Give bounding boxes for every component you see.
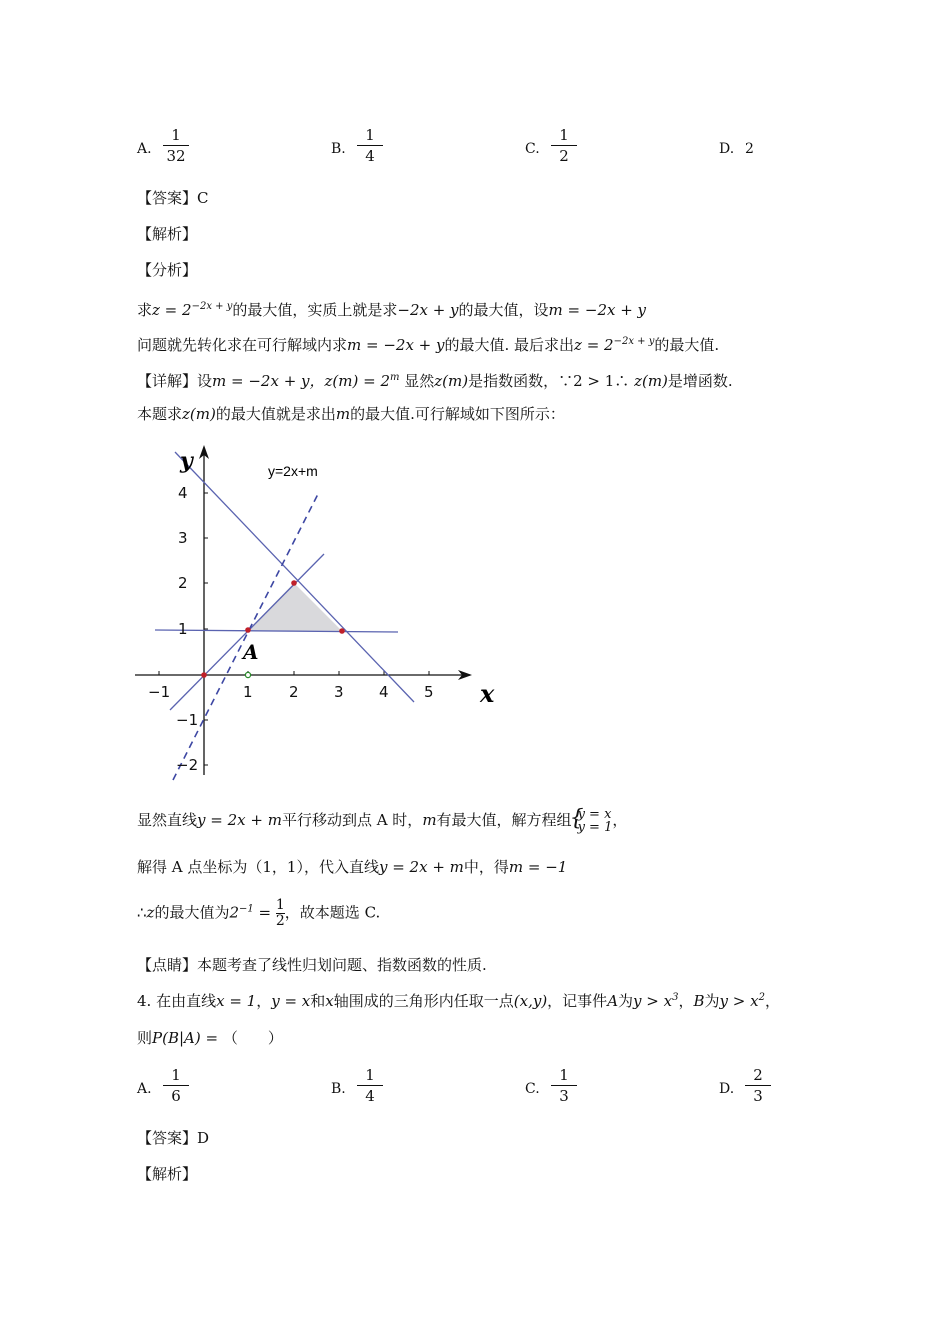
q4-answer: 【答案】D [137, 1129, 210, 1147]
point-2-2 [291, 580, 297, 586]
option-value: 2 [745, 141, 754, 157]
point-a-label: A [243, 640, 259, 664]
q3-answer: 【答案】C [137, 189, 209, 207]
q3-detail-line5: ∴z的最大值为$2^{-1}$ = $\frac{1}{2}$ ，故本题选 C. [137, 897, 381, 929]
x-tick-1: 1 [243, 683, 253, 701]
x-tick-5: 5 [424, 683, 434, 701]
y-axis-label: y [180, 448, 193, 474]
option-fraction: 1 2 [549, 126, 579, 165]
q3-fenxi: 【分析】 [137, 261, 198, 279]
y-tick-1: 1 [178, 620, 188, 638]
option-letter: B. [331, 1081, 346, 1097]
point-1-0 [245, 672, 250, 677]
point-origin [201, 672, 207, 678]
x-axis-label: x [480, 679, 495, 708]
option-letter: D. [719, 1081, 735, 1097]
q4-jiexi: 【解析】 [137, 1165, 198, 1183]
q4-question-line2: 则P(B|A) = （ ） [137, 1029, 283, 1047]
q3-detail-line: 【详解】设m = −2x + y，$z(m) = 2^m$ 显然z(m)是指数函数，∵2 > 1∴ z(m)是增函数. [137, 372, 733, 390]
equation-system: { y = x y = 1 [572, 808, 613, 834]
point-a [245, 627, 251, 633]
option-letter: A. [137, 141, 152, 157]
y-tick-4: 4 [178, 484, 188, 502]
y-tick-2: 2 [178, 574, 188, 592]
option-letter: C. [525, 141, 540, 157]
q3-analysis-line2: 问题就先转化求在可行解域内求m = −2x + y的最大值. 最后求出$z = 2^{-2x + y}$的最大值. [137, 336, 720, 354]
option-letter: A. [137, 1081, 152, 1097]
q4-question-line1: 4. 在由直线x = 1，y = x和x轴围成的三角形内任取一点(x,y)，记事件A为$y > x^3$，B为$y > x^2$， [137, 992, 780, 1010]
option-fraction: 1 32 [161, 126, 191, 165]
line-label: y=2x+m [268, 463, 318, 479]
x-tick-4: 4 [379, 683, 389, 701]
point-3-1 [339, 628, 345, 634]
option-fraction: 1 4 [355, 1066, 385, 1105]
q3-jiexi: 【解析】 [137, 225, 198, 243]
q3-analysis-line1: 求$z = 2^{-2x + y}$的最大值，实质上就是求−2x + y的最大值，设m = −2x + y [137, 301, 647, 319]
q3-detail-line3: 显然直线y = 2x + m平行移动到点 A 时，m有最大值，解方程组 { y = x y = 1 ， [137, 808, 627, 834]
option-fraction: 2 3 [743, 1066, 773, 1105]
line-y-2x-plus-m-dashed [173, 494, 318, 780]
option-fraction: 1 3 [549, 1066, 579, 1105]
inline-fraction: $\frac{1}{2}$ [275, 897, 285, 929]
y-tick-3: 3 [178, 529, 188, 547]
x-tick-neg1: −1 [148, 683, 171, 701]
q3-detail-line2: 本题求z(m)的最大值就是求出m的最大值.可行解域如下图所示： [137, 405, 565, 423]
y-tick-neg2: −2 [176, 756, 199, 774]
q3-dianjing: 【点睛】本题考查了线性归划问题、指数函数的性质. [137, 956, 487, 974]
x-tick-2: 2 [289, 683, 299, 701]
option-letter: C. [525, 1081, 540, 1097]
feasible-region [248, 583, 342, 631]
y-tick-neg1: −1 [176, 711, 199, 729]
option-letter: B. [331, 141, 346, 157]
option-fraction: 1 6 [161, 1066, 191, 1105]
feasible-region-graph [130, 440, 510, 785]
option-fraction: 1 4 [355, 126, 385, 165]
line-x-plus-y-4 [175, 452, 414, 702]
option-letter: D. [719, 141, 735, 157]
x-tick-3: 3 [334, 683, 344, 701]
q3-detail-line4: 解得 A 点坐标为（1，1），代入直线y = 2x + m中，得m = −1 [137, 858, 568, 876]
